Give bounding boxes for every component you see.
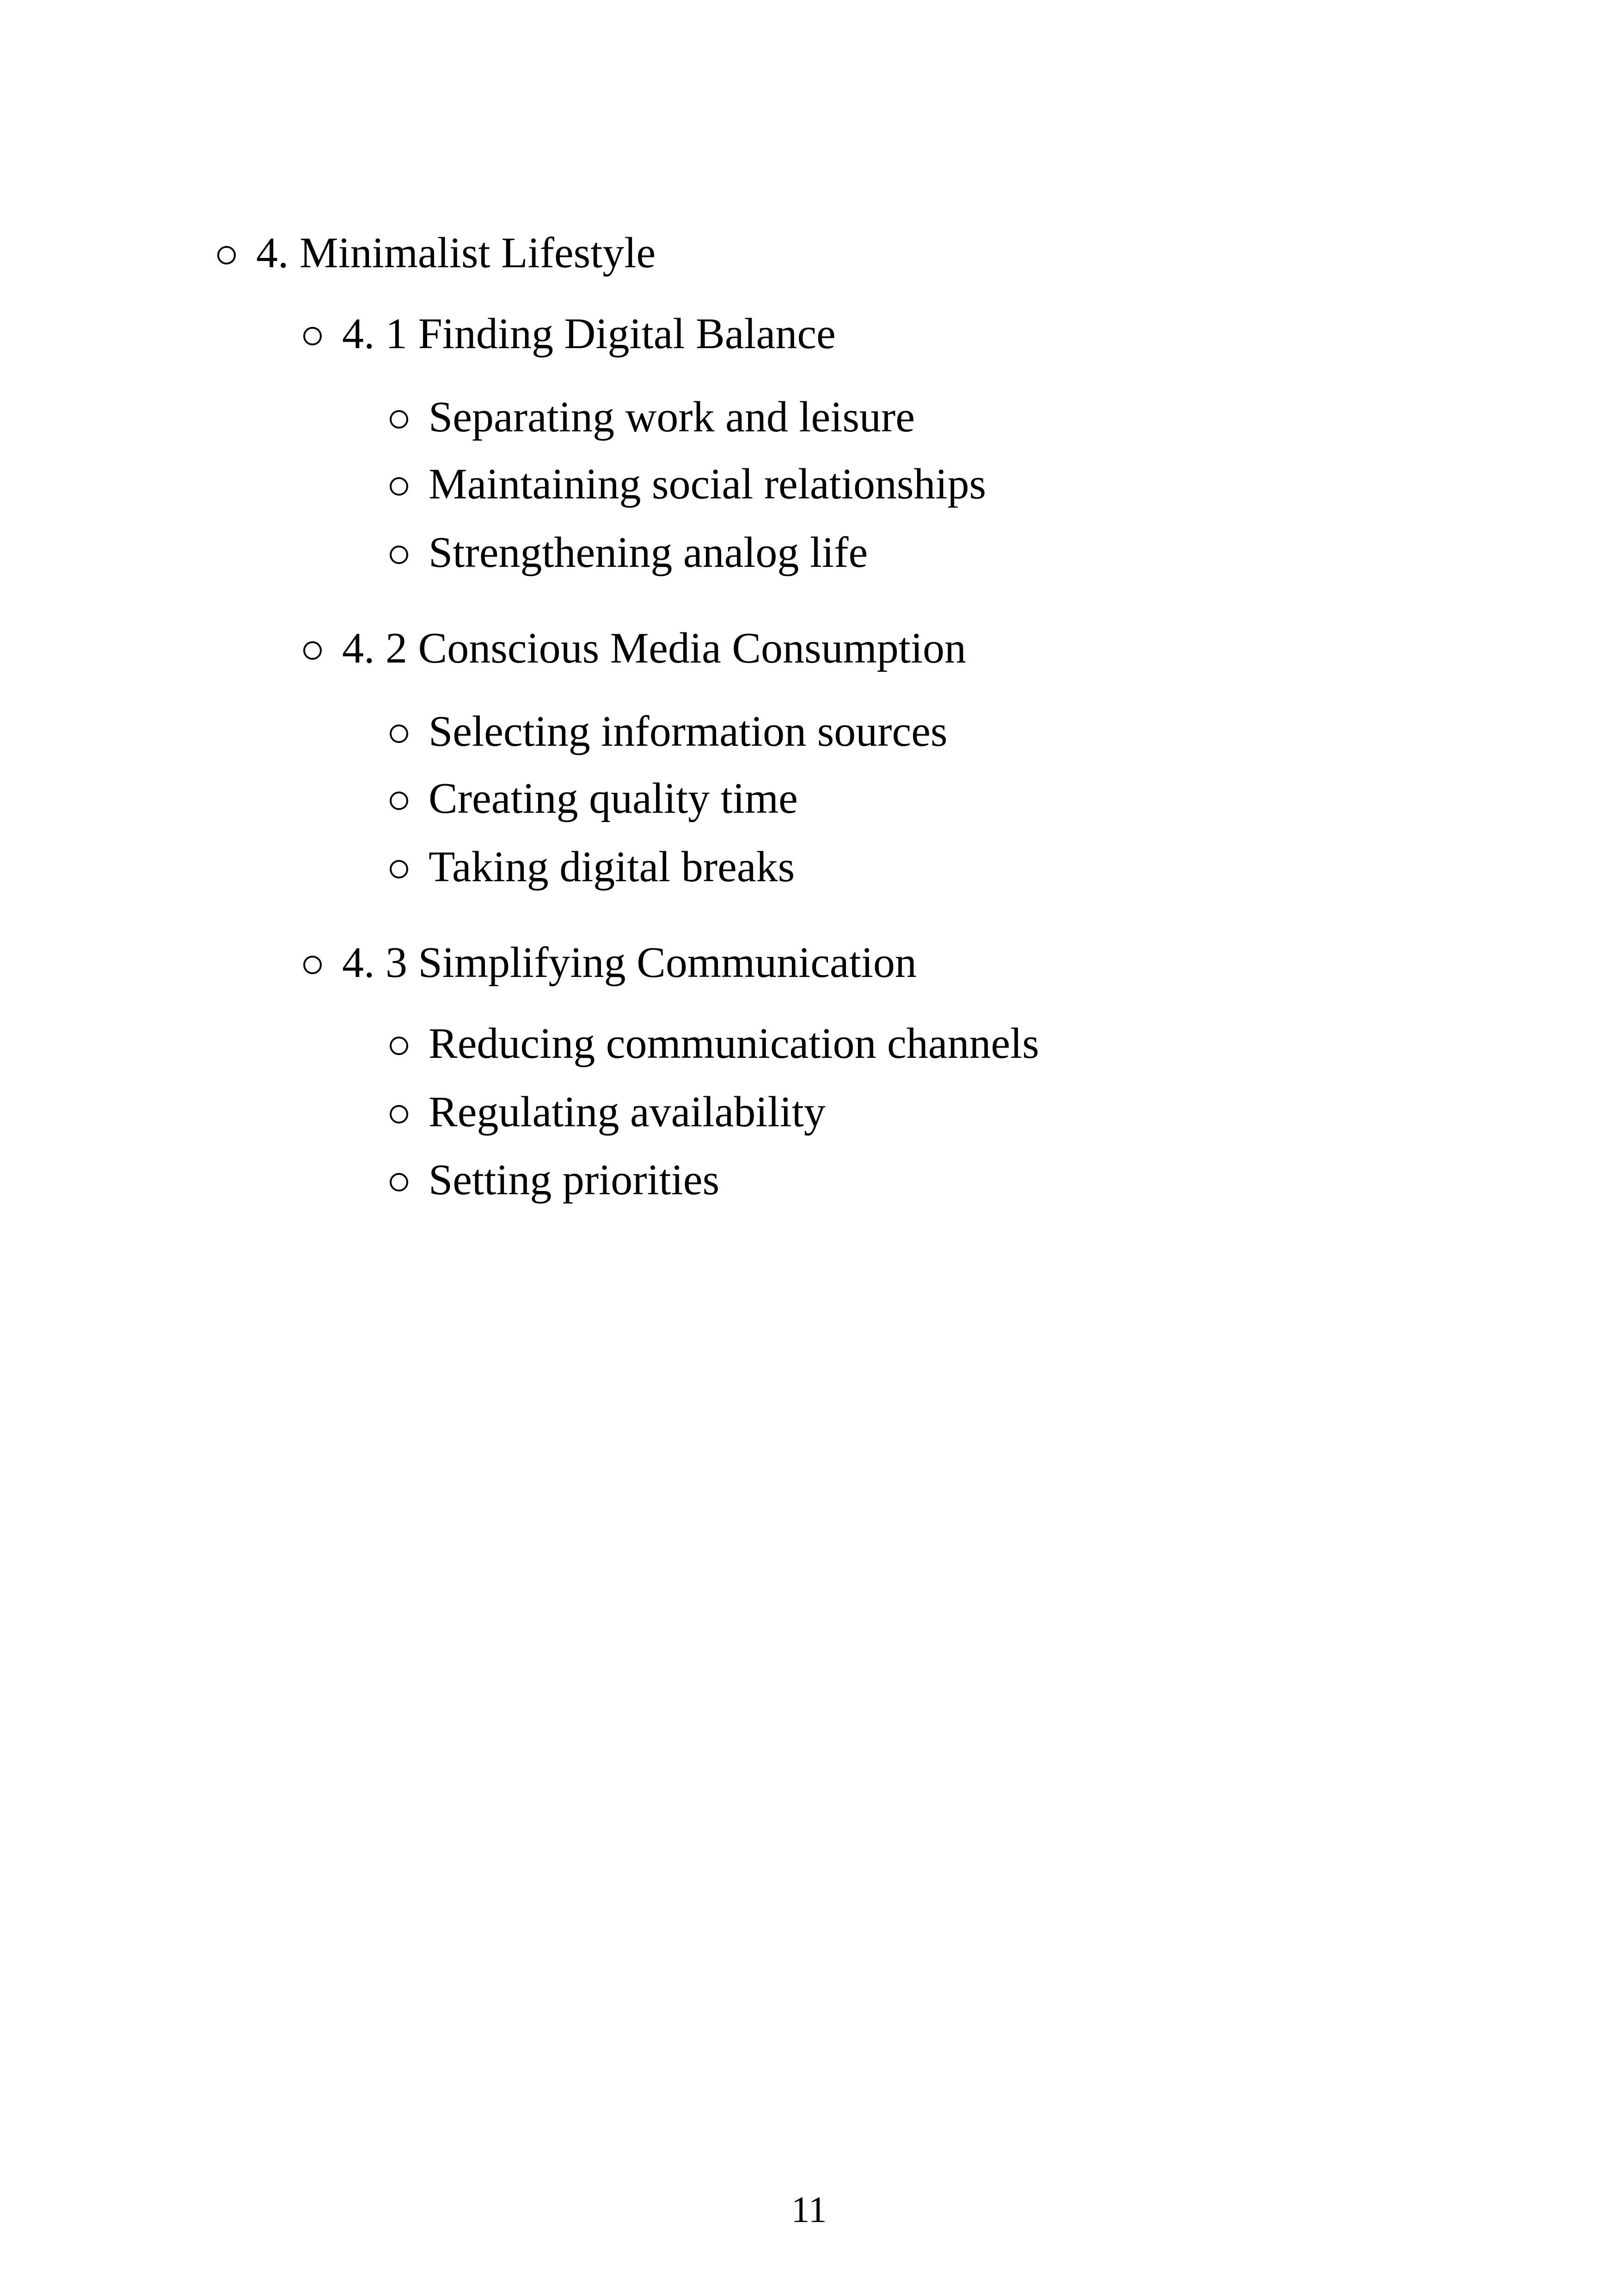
item-text: Setting priorities <box>429 1156 720 1204</box>
outline-item <box>390 845 795 889</box>
hollow-circle-bullet-icon <box>303 327 322 345</box>
item-text: Strengthening analog life <box>429 528 868 577</box>
item-text: Maintaining social relationships <box>429 460 987 508</box>
hollow-circle-bullet-icon <box>390 410 408 429</box>
outline-subsection <box>303 939 917 987</box>
hollow-circle-bullet-icon <box>390 724 408 743</box>
hollow-circle-bullet-icon <box>390 1173 408 1191</box>
item-text: Reducing communication channels <box>429 1019 1039 1068</box>
outline-subsection <box>303 312 836 356</box>
outline-item <box>390 528 868 577</box>
hollow-circle-bullet-icon <box>390 860 408 878</box>
subsection-title: 4. 1 Finding Digital Balance <box>342 310 836 358</box>
hollow-circle-bullet-icon <box>217 246 236 264</box>
outline-item <box>390 1090 826 1134</box>
hollow-circle-bullet-icon <box>303 641 322 660</box>
outline-subsection <box>303 626 966 670</box>
subsection-title: 4. 2 Conscious Media Consumption <box>342 624 966 672</box>
outline-section <box>217 231 656 275</box>
item-text: Separating work and leisure <box>429 393 915 441</box>
outline-item <box>390 395 915 439</box>
hollow-circle-bullet-icon <box>390 546 408 564</box>
hollow-circle-bullet-icon <box>303 956 322 974</box>
subsection-title: 4. 3 Simplifying Communication <box>342 939 917 987</box>
outline-item <box>390 1019 1039 1068</box>
item-text: Selecting information sources <box>429 707 948 755</box>
item-text: Taking digital breaks <box>429 843 795 891</box>
outline-item <box>390 774 798 823</box>
hollow-circle-bullet-icon <box>390 1037 408 1055</box>
outline-item <box>390 462 986 506</box>
outline-item <box>390 1158 719 1202</box>
hollow-circle-bullet-icon <box>390 792 408 810</box>
outline-item <box>390 707 948 755</box>
item-text: Regulating availability <box>429 1088 826 1136</box>
item-text: Creating quality time <box>429 774 798 823</box>
hollow-circle-bullet-icon <box>390 1105 408 1123</box>
page-number: 11 <box>791 2190 827 2230</box>
hollow-circle-bullet-icon <box>390 477 408 496</box>
section-title: 4. Minimalist Lifestyle <box>256 229 656 277</box>
